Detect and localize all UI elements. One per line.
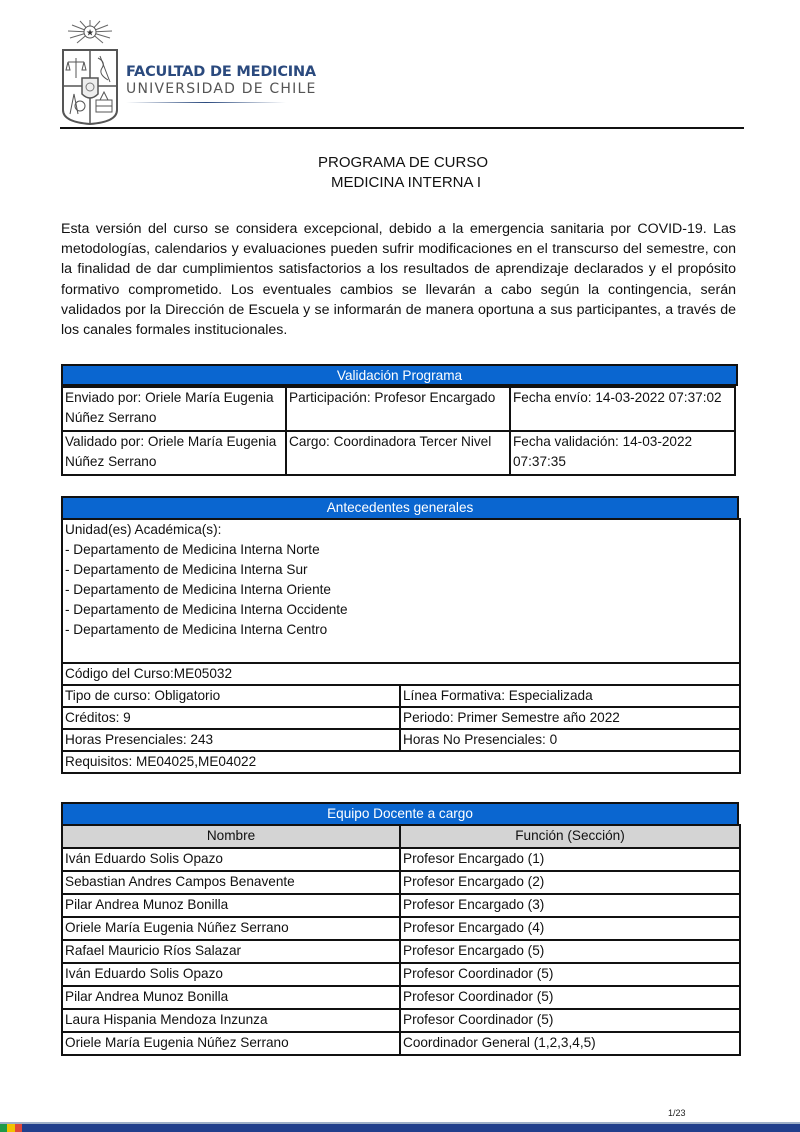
- table-row: [62, 963, 740, 986]
- faculty-name: FACULTAD DE MEDICINA: [126, 64, 316, 80]
- docente-nombre: Oriele María Eugenia Núñez Serrano: [62, 917, 400, 940]
- docente-funcion: Profesor Coordinador (5): [400, 986, 740, 1009]
- participacion: Participación: Profesor Encargado: [286, 387, 510, 431]
- table-row: [62, 986, 740, 1009]
- docente-nombre: Sebastian Andres Campos Benavente: [62, 871, 400, 894]
- docente-funcion: Profesor Encargado (1): [400, 848, 740, 871]
- horas-presenciales: Horas Presenciales: 243: [62, 729, 400, 751]
- stripe-yellow: [7, 1124, 15, 1132]
- table-row: [62, 685, 740, 707]
- section-header-equipo-docente: Equipo Docente a cargo: [61, 802, 739, 826]
- docente-nombre: Laura Hispania Mendoza Inzunza: [62, 1009, 400, 1032]
- footer-color-stripe: [0, 1124, 800, 1132]
- table-row: [62, 729, 740, 751]
- list-item: - Departamento de Medicina Interna Occidente: [65, 602, 348, 617]
- list-item: - Departamento de Medicina Interna Sur: [65, 562, 308, 577]
- list-item: - Departamento de Medicina Interna Norte: [65, 542, 320, 557]
- cargo: Cargo: Coordinadora Tercer Nivel: [286, 431, 510, 475]
- docente-nombre: Oriele María Eugenia Núñez Serrano: [62, 1032, 400, 1055]
- table-header-row: [62, 825, 740, 848]
- docente-nombre: Rafael Mauricio Ríos Salazar: [62, 940, 400, 963]
- docente-funcion: Profesor Coordinador (5): [400, 1009, 740, 1032]
- table-row: [62, 1009, 740, 1032]
- course-name: MEDICINA INTERNA I: [330, 174, 482, 191]
- table-row: [62, 940, 740, 963]
- antecedentes-table: [61, 518, 741, 774]
- table-row: [62, 519, 740, 663]
- table-row: [62, 848, 740, 871]
- docente-nombre: Pilar Andrea Munoz Bonilla: [62, 986, 400, 1009]
- periodo: Periodo: Primer Semestre año 2022: [400, 707, 740, 729]
- table-row: [62, 871, 740, 894]
- equipo-docente-table: [61, 824, 741, 1056]
- table-row: [62, 1032, 740, 1055]
- enviado-por: Enviado por: Oriele María Eugenia Núñez Serrano: [62, 387, 286, 431]
- docente-funcion: Profesor Encargado (5): [400, 940, 740, 963]
- docente-funcion: Coordinador General (1,2,3,4,5): [400, 1032, 740, 1055]
- institution-logo-text: [126, 64, 317, 103]
- header-divider: [60, 127, 744, 129]
- list-item: - Departamento de Medicina Interna Oriente: [65, 582, 331, 597]
- stripe-green: [0, 1124, 7, 1132]
- svg-text:★: ★: [85, 28, 95, 39]
- column-header-funcion: Función (Sección): [400, 825, 740, 848]
- document-title: PROGRAMA DE CURSO: [317, 154, 489, 171]
- table-row: [62, 387, 735, 431]
- fecha-validacion: Fecha validación: 14-03-2022 07:37:35: [510, 431, 735, 475]
- requisitos: Requisitos: ME04025,ME04022: [62, 751, 740, 773]
- unidades-academicas-cell: [62, 519, 740, 663]
- codigo-curso: Código del Curso:ME05032: [62, 663, 740, 685]
- docente-nombre: Pilar Andrea Munoz Bonilla: [62, 894, 400, 917]
- table-row: [62, 917, 740, 940]
- table-row: [62, 663, 740, 685]
- column-header-nombre: Nombre: [62, 825, 400, 848]
- page-number: 1/23: [668, 1108, 686, 1118]
- unidades-label: Unidad(es) Académica(s):: [65, 522, 222, 537]
- stripe-red: [15, 1124, 22, 1132]
- docente-nombre: Iván Eduardo Solis Opazo: [62, 848, 400, 871]
- linea-formativa: Línea Formativa: Especializada: [400, 685, 740, 707]
- university-crest-icon: [60, 18, 120, 126]
- covid-notice-paragraph: Esta versión del curso se considera excepcional, debido a la emergencia sanitaria por COVID-19. Las metodologías, calendarios y evaluaciones pueden sufrir modificaciones en el transcurso del semestre, con la finalidad de dar cumplimientos satisfactorios a los resultados de aprendizaje declarados y el propósito formativo comprometido. Los eventuales cambios se llevarán a cabo según la contingencia, serán validados por la Dirección de Escuela y se informarán de manera oportuna a sus participantes, a través de los canales formales institucionales.: [61, 221, 736, 339]
- horas-no-presenciales: Horas No Presenciales: 0: [400, 729, 740, 751]
- validacion-table: [61, 386, 736, 476]
- table-row: [62, 894, 740, 917]
- validado-por: Validado por: Oriele María Eugenia Núñez Serrano: [62, 431, 286, 475]
- section-header-antecedentes: Antecedentes generales: [61, 496, 739, 520]
- table-row: [62, 751, 740, 773]
- docente-funcion: Profesor Encargado (4): [400, 917, 740, 940]
- creditos: Créditos: 9: [62, 707, 400, 729]
- list-item: - Departamento de Medicina Interna Centro: [65, 622, 328, 637]
- docente-nombre: Iván Eduardo Solis Opazo: [62, 963, 400, 986]
- table-row: [62, 431, 735, 475]
- stripe-blue: [22, 1124, 800, 1132]
- tipo-curso: Tipo de curso: Obligatorio: [62, 685, 400, 707]
- logo-underline: [126, 102, 286, 103]
- table-row: [62, 707, 740, 729]
- university-name: UNIVERSIDAD DE CHILE: [126, 81, 317, 97]
- section-header-validacion: Validación Programa: [61, 364, 738, 386]
- docente-funcion: Profesor Encargado (2): [400, 871, 740, 894]
- docente-funcion: Profesor Coordinador (5): [400, 963, 740, 986]
- fecha-envio: Fecha envío: 14-03-2022 07:37:02: [510, 387, 735, 431]
- docente-funcion: Profesor Encargado (3): [400, 894, 740, 917]
